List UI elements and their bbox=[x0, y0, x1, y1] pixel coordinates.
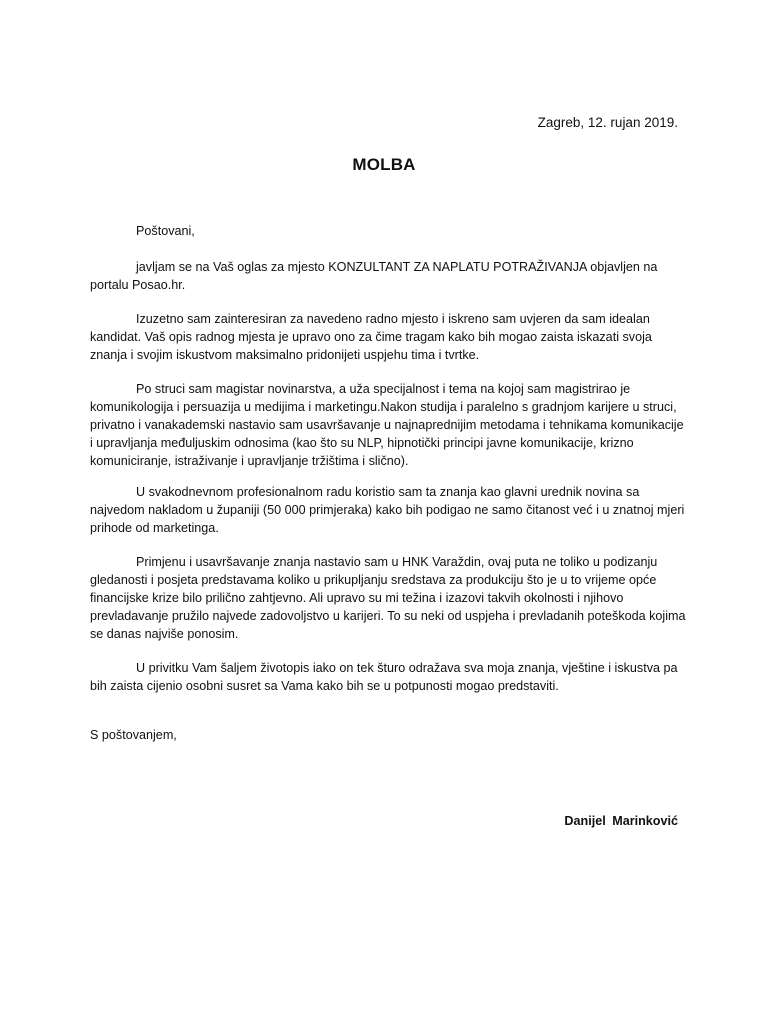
letter-date: Zagreb, 12. rujan 2019. bbox=[537, 115, 678, 130]
letter-paragraph-1: javljam se na Vaš oglas za mjesto KONZULTANT ZA NAPLATU POTRAŽIVANJA objavljen na portalu Posao.hr. bbox=[90, 260, 658, 292]
letter-paragraph-6: U privitku Vam šaljem životopis iako on tek šturo odražava sva moja znanja, vještine i iskustva pa bih zaista cijenio osobni susret sa Vama kako bih se u potpunosti mogao predstaviti. bbox=[90, 661, 678, 693]
letter-paragraph-4: U svakodnevnom profesionalnom radu koristio sam ta znanja kao glavni urednik novina sa najvedom nakladom u županiji (50 000 primjeraka) kako bih podigao ne samo čitanost već i u znatnoj mjeri prihode od marketinga. bbox=[90, 485, 685, 535]
letter-title: MOLBA bbox=[352, 155, 416, 174]
letter-signature: Danijel Marinković bbox=[564, 814, 678, 828]
letter-paragraph-5: Primjenu i usavršavanje znanja nastavio sam u HNK Varaždin, ovaj puta ne toliko u podizanju gledanosti i posjeta predstavama koliko u prikupljanju sredstava za produkciju što je u to vrijeme opće financijske krize bilo prilično zahtjevno. Ali upravo su mi težina i izazovi takvih okolnosti i njihovo prevladavanje pružilo najvede zadovoljstvo u karijeri. To su neki od uspjeha i prevladanih poteškoda kojima se danas najviše ponosim. bbox=[90, 555, 686, 641]
letter-closing: S poštovanjem, bbox=[90, 728, 177, 742]
letter-paragraph-3: Po struci sam magistar novinarstva, a uža specijalnost i tema na kojoj sam magistrirao je komunikologija i persuazija u medijima i marketingu.Nakon studija i paralelno s gradnjom karijere u struci, privatno i vanakademski nastavio sam usavršavanje u najnaprednijim metodama i tehnikama komunikacije i upravljanja međuljuskim odnosima (kao što su NLP, hipnotički principi javne komunikacije, krizno komuniciranje, istraživanje i upravljanje tržištima i slično). bbox=[90, 382, 684, 468]
letter-greeting: Poštovani, bbox=[136, 224, 195, 238]
letter-paragraph-2: Izuzetno sam zainteresiran za navedeno radno mjesto i iskreno sam uvjeren da sam idealan kandidat. Vaš opis radnog mjesta je upravo ono za čime tragam kako bih mogao zaista iskazati svoja znanja i svojim iskustvom maksimalno pridonijeti uspjehu tima i tvrtke. bbox=[90, 312, 652, 362]
